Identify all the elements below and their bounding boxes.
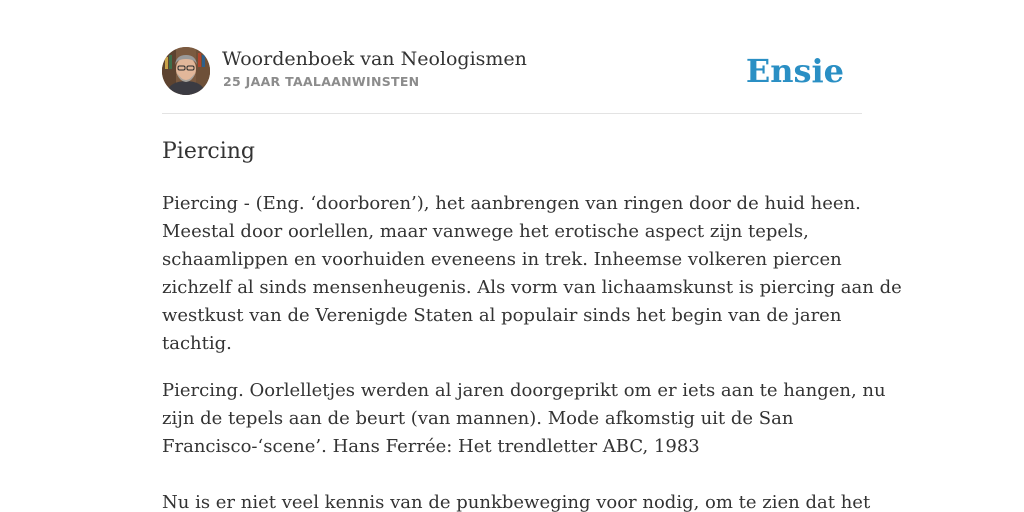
site-header: [162, 47, 862, 95]
site-title[interactable]: Woordenboek van Neologismen: [222, 48, 527, 70]
ensie-logo-link[interactable]: Ensie: [745, 52, 844, 90]
entry-body: [162, 190, 902, 512]
author-portrait-icon: [162, 47, 210, 95]
citation-paragraph: [162, 377, 886, 512]
text-line: zijn de tepels aan de beurt (van mannen). Mode afkomstig uit de San: [162, 408, 794, 429]
text-line: zichzelf al sinds mensenheugenis. Als vorm van lichaamskunst is piercing aan de: [162, 277, 902, 298]
text-line: Francisco-‘scene’. Hans Ferrée: Het trendletter ABC, 1983: [162, 436, 700, 457]
text-line: Meestal door oorlellen, maar vanwege het erotische aspect zijn tepels,: [162, 221, 809, 242]
text-line: tachtig.: [162, 333, 232, 354]
text-line: schaamlippen en voorhuiden eveneens in trek. Inheemse volkeren piercen: [162, 249, 842, 270]
site-subtitle: 25 JAAR TAALAANWINSTEN: [223, 74, 420, 89]
text-line: Piercing. Oorlelletjes werden al jaren doorgeprikt om er iets aan te hangen, nu: [162, 380, 886, 401]
author-avatar[interactable]: [162, 47, 210, 95]
text-line: westkust van de Verenigde Staten al populair sinds het begin van de jaren: [162, 305, 842, 326]
header-divider: [162, 113, 862, 114]
definition-paragraph: [162, 190, 902, 358]
text-line: Nu is er niet veel kennis van de punkbeweging voor nodig, om te zien dat het: [162, 492, 871, 512]
line-spacer: [162, 461, 862, 489]
text-line: Piercing - (Eng. ‘doorboren’), het aanbrengen van ringen door de huid heen.: [162, 193, 861, 214]
entry-title: Piercing: [162, 139, 255, 164]
